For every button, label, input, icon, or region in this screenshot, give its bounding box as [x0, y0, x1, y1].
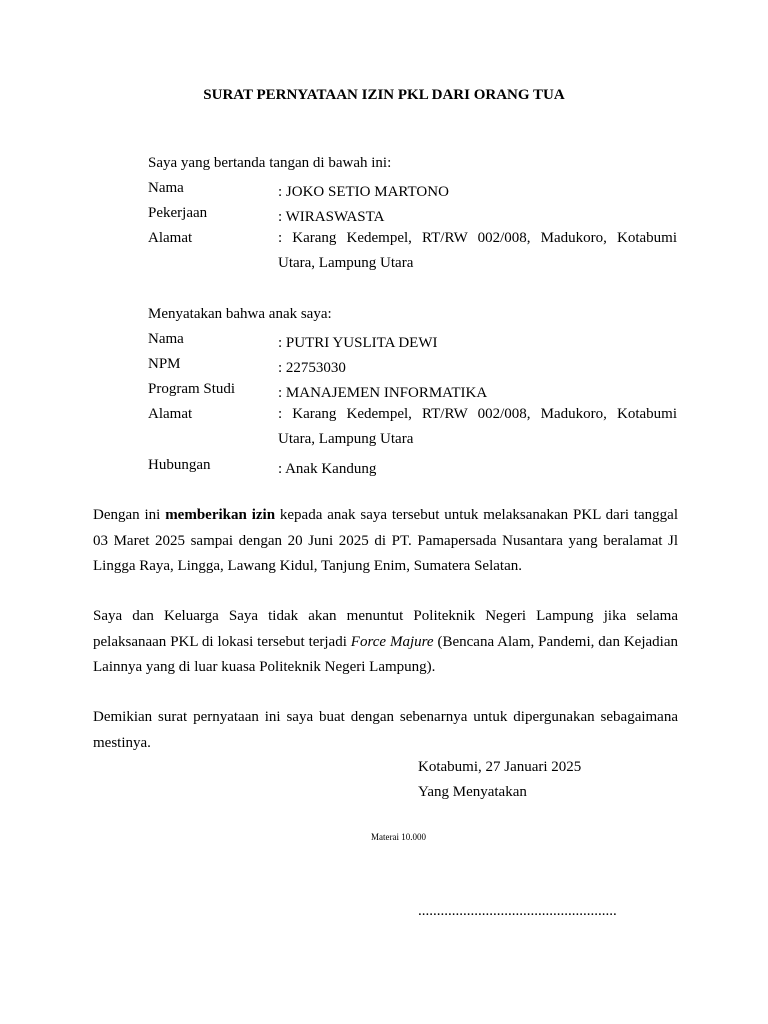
child-relation-row — [148, 457, 678, 482]
closing-paragraph: Demikian surat pernyataan ini saya buat dengan sebenarnya untuk dipergunakan sebagaimana mestinya. — [93, 709, 678, 751]
child-address-row — [148, 406, 678, 456]
parent-address-row — [148, 230, 678, 280]
parent-name-label: Nama — [148, 180, 184, 196]
parent-address-label: Alamat — [148, 230, 193, 246]
permission-paragraph — [93, 503, 678, 580]
child-intro-text: Menyatakan bahwa anak saya: — [148, 306, 332, 322]
parent-name-value: : JOKO SETIO MARTONO — [278, 184, 449, 200]
permission-bold-phrase: memberikan izin — [165, 507, 276, 523]
waiver-text-start: Saya dan Keluarga Saya tidak akan menuntut Politeknik Negeri Lampung jika selama pelaksanaan PKL di lokasi tersebut terjadi — [93, 608, 678, 650]
child-name-row — [148, 331, 678, 356]
child-relation-value: : Anak Kandung — [278, 461, 377, 477]
child-npm-label: NPM — [148, 356, 181, 372]
parent-job-value: : WIRASWASTA — [278, 209, 385, 225]
child-address-value: : Karang Kedempel, RT/RW 002/008, Madukoro, Kotabumi Utara, Lampung Utara — [278, 406, 677, 447]
parent-name-row — [148, 180, 678, 205]
waiver-text-end: (Bencana Alam, Pandemi, dan Kejadian Lainnya yang di luar kuasa Politeknik Negeri Lampung). — [93, 633, 678, 675]
child-program-value: : MANAJEMEN INFORMATIKA — [278, 385, 488, 401]
force-majeure-phrase: Force Majure — [350, 633, 434, 650]
signature-line: ..................................................... — [418, 903, 617, 919]
child-program-label: Program Studi — [148, 381, 236, 397]
document-title: SURAT PERNYATAAN IZIN PKL DARI ORANG TUA — [203, 87, 565, 103]
child-name-label: Nama — [148, 331, 184, 347]
child-relation-label: Hubungan — [148, 457, 211, 473]
child-address-label: Alamat — [148, 406, 193, 422]
place-date: Kotabumi, 27 Januari 2025 — [418, 759, 582, 775]
child-npm-row — [148, 356, 678, 381]
signer-role: Yang Menyatakan — [418, 784, 527, 800]
materai-stamp-label: Materai 10.000 — [371, 832, 426, 842]
child-npm-value: : 22753030 — [278, 360, 346, 376]
intro-text: Saya yang bertanda tangan di bawah ini: — [148, 155, 392, 171]
permission-text-end: kepada anak saya tersebut untuk melaksanakan PKL dari tanggal 03 Maret 2025 sampai dengan 20 Juni 2025 di PT. Pamapersada Nusantara yang beralamat Jl Lingga Raya, Lingga, Lawang Kidul, Tanjung Enim, Sumatera Selatan. — [93, 507, 678, 574]
parent-address-value: : Karang Kedempel, RT/RW 002/008, Madukoro, Kotabumi Utara, Lampung Utara — [278, 230, 677, 271]
permission-text-start: Dengan ini — [93, 507, 166, 523]
child-name-value: : PUTRI YUSLITA DEWI — [278, 335, 438, 351]
parent-job-label: Pekerjaan — [148, 205, 208, 221]
waiver-paragraph — [93, 604, 678, 681]
